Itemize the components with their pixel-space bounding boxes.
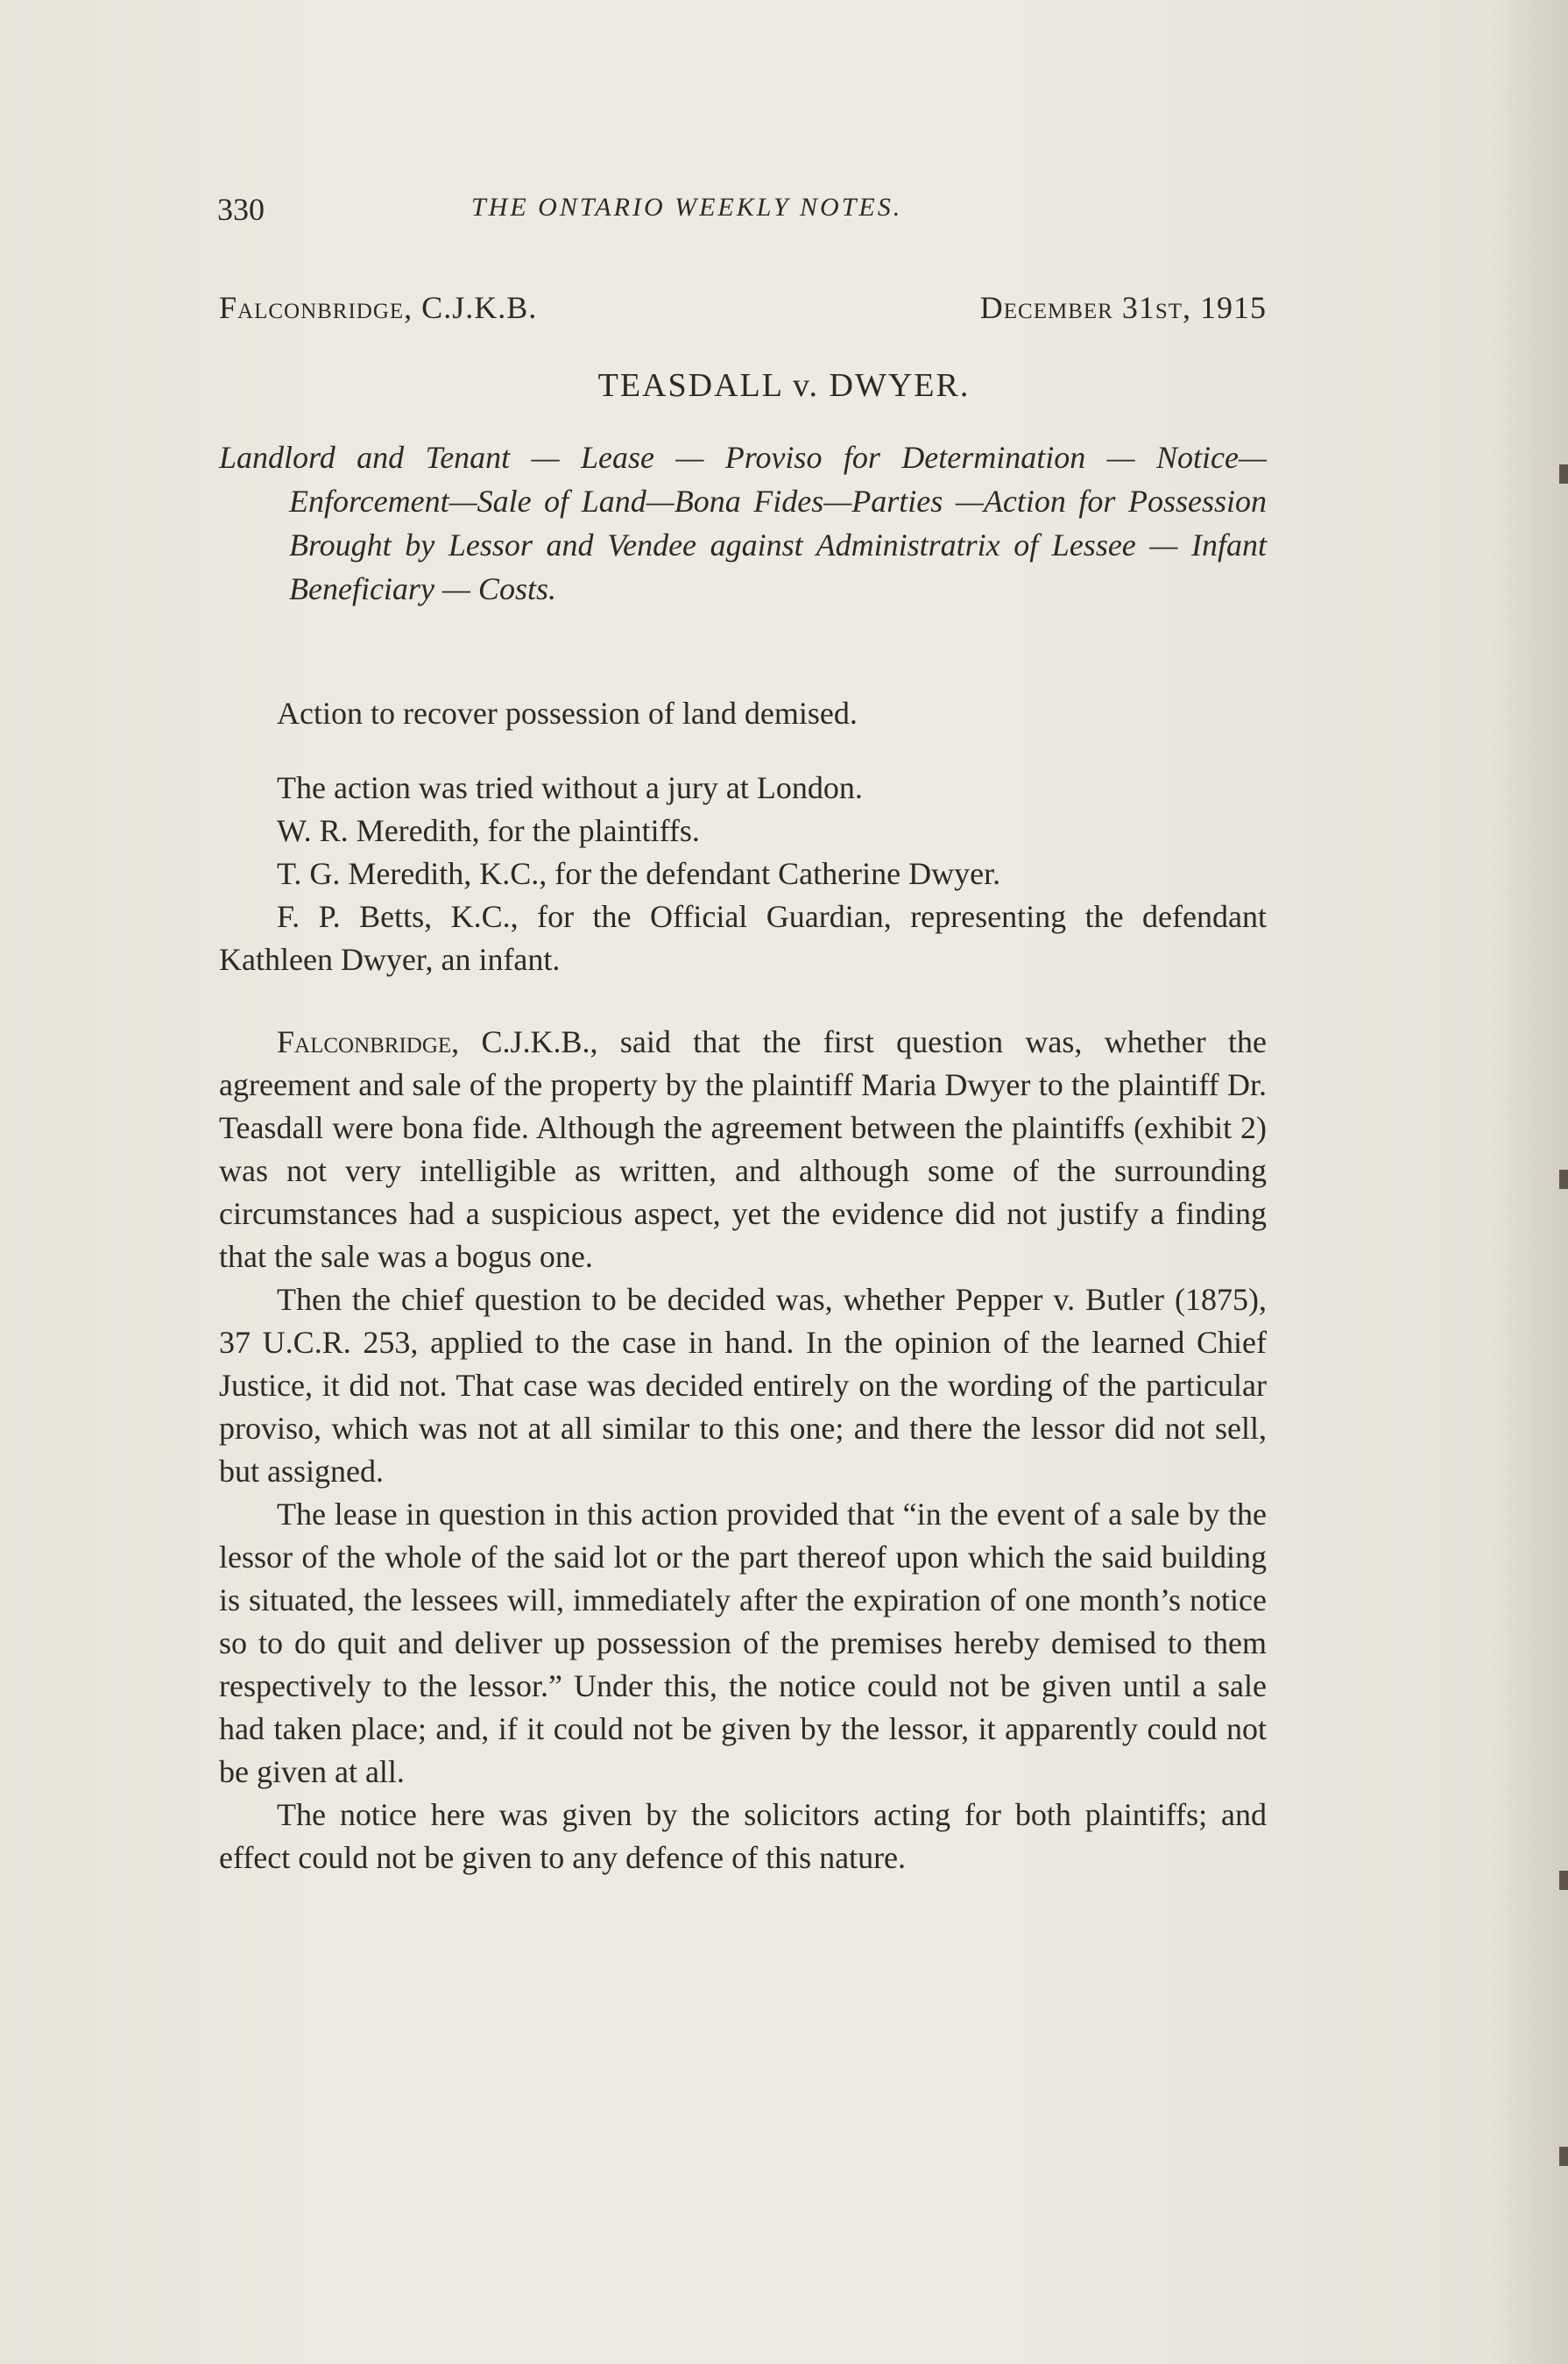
margin-mark	[1559, 464, 1568, 484]
body-text	[219, 692, 1267, 1879]
judgment-opening-text: , said that the first question was, whether the agreement and sale of the property by the plaintiff Maria Dwyer to the plaintiff Dr. Teasdall were bona fide. Although the agreement between the plaintiffs (exhibit 2) was not very intelligible as written, and although some of the surrounding circumstances had a suspicious aspect, yet the evidence did not justify a finding that the sale was a bogus one.	[219, 1024, 1267, 1274]
paragraph-pepper-v-butler: Then the chief question to be decided was, whether Pepper v. Butler (1875), 37 U.C.R. 253, applied to the case in hand. In the opinion of the learned Chief Justice, it did not. That case was decided entirely on the wording of the particular proviso, which was not at all similar to this one; and there the lessor did not sell, but assigned.	[219, 1282, 1267, 1489]
decision-date: December 31st, 1915	[979, 290, 1267, 325]
paragraph-lease-proviso: The lease in question in this action provided that “in the event of a sale by the lessor of the whole of the said lot or the part thereof upon which the said building is situated, the lessees will, immediately after the expiration of one month’s notice so to do quit and deliver up possession of the premises hereby demised to them respectively to the lessor.” Under this, the notice could not be given until a sale had taken place; and, if it could not be given by the lessor, it apparently could not be given at all.	[219, 1497, 1267, 1789]
paragraph-judgment-opening	[219, 1021, 1267, 1278]
margin-mark	[1559, 1871, 1568, 1890]
case-title: TEASDALL v. DWYER.	[597, 367, 971, 404]
page-number: 330	[217, 192, 265, 227]
judge-lead: Falconbridge, C.J.K.B.	[277, 1024, 590, 1059]
judge-name: Falconbridge, C.J.K.B.	[219, 290, 538, 325]
margin-mark	[1559, 2147, 1568, 2166]
page-header	[217, 191, 1268, 235]
paragraph-counsel-plaintiffs: W. R. Meredith, for the plaintiffs.	[277, 813, 700, 848]
paragraph-trial: The action was tried without a jury at London.	[277, 770, 863, 805]
paragraph-intro: Action to recover possession of land demised.	[277, 696, 858, 731]
paragraph-counsel-guardian: F. P. Betts, K.C., for the Official Guardian, representing the defendant Kathleen Dwyer, an infant.	[219, 899, 1267, 977]
paragraph-counsel-defendant: T. G. Meredith, K.C., for the defendant Catherine Dwyer.	[277, 856, 1001, 891]
paragraph-notice: The notice here was given by the solicitors acting for both plaintiffs; and effect could not be given to any defence of this nature.	[219, 1797, 1267, 1875]
running-head: THE ONTARIO WEEKLY NOTES.	[471, 193, 903, 222]
margin-mark	[1559, 1170, 1568, 1189]
catchwords: Landlord and Tenant — Lease — Proviso for Determination — Notice—Enforcement—Sale of Land—Bona Fides—Parties —Action for Possession Brought by Lessor and Vendee against Administratrix of Lessee — Infant Beneficiary — Costs.	[219, 440, 1267, 606]
page-edge-shadow	[1489, 0, 1568, 2364]
